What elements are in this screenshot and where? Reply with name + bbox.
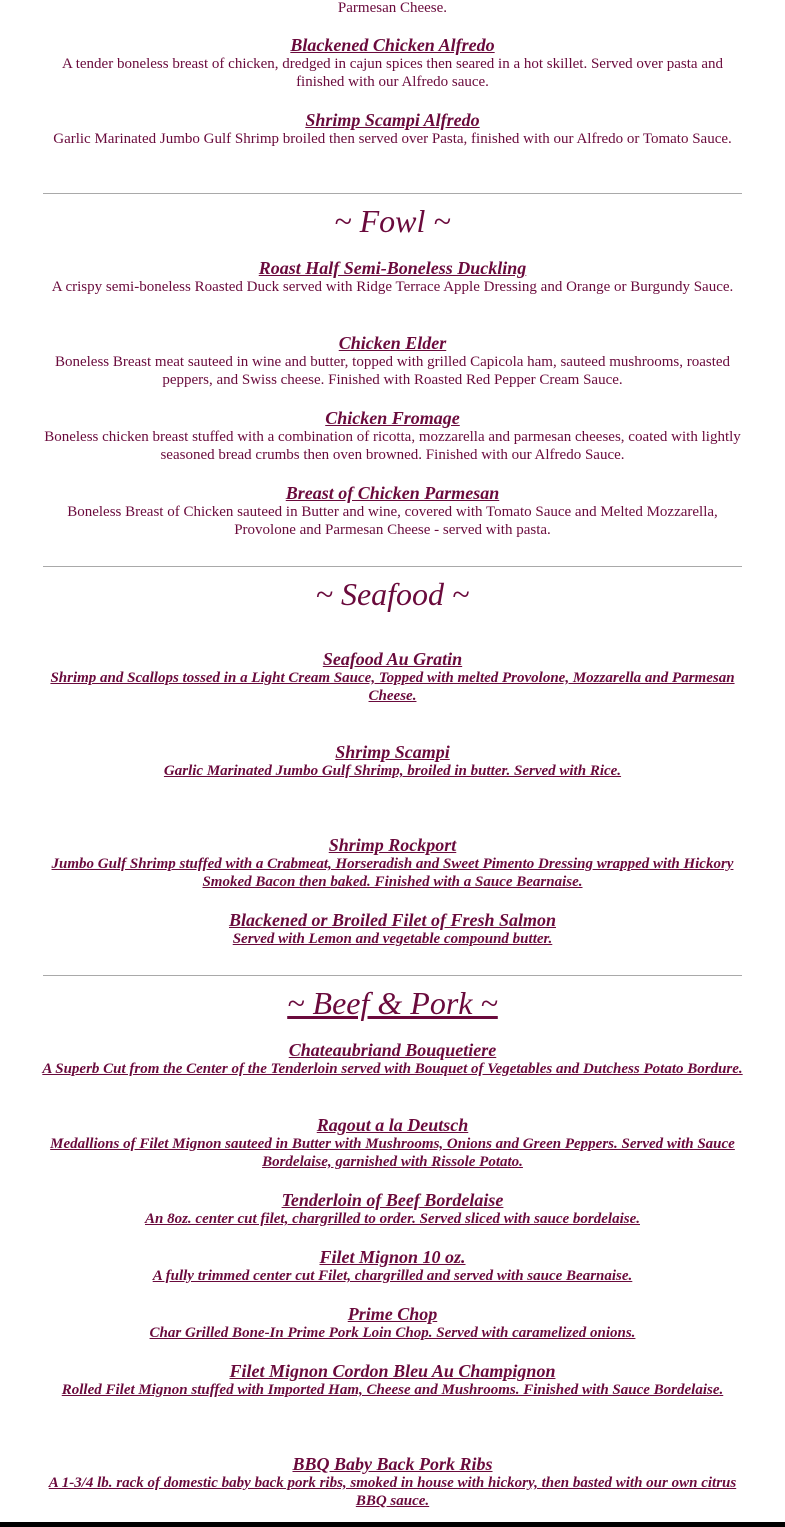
item-name: Filet Mignon Cordon Bleu Au Champignon: [229, 1361, 556, 1381]
item-description: Shrimp and Scallops tossed in a Light Cream Sauce, Topped with melted Provolone, Mozzarella and Parmesan Cheese.: [50, 670, 735, 704]
item-name: Chateaubriand Bouquetiere: [288, 1040, 497, 1060]
section-divider: [43, 566, 742, 567]
item-name: Shrimp Scampi Alfredo: [305, 110, 480, 130]
section-heading-beef-pork: [0, 985, 785, 1021]
bottom-border-bar: [0, 1522, 785, 1527]
section-heading-seafood: ~ Seafood ~: [315, 576, 470, 612]
item-name: Breast of Chicken Parmesan: [285, 483, 500, 503]
item-description: Medallions of Filet Mignon sauteed in Butter with Mushrooms, Onions and Green Peppers. Served with Sauce Bordelaise, garnished with Rissole Potato.: [50, 1136, 735, 1170]
section-divider: [43, 975, 742, 976]
item-name: Shrimp Scampi: [335, 742, 450, 762]
item-name: BBQ Baby Back Pork Ribs: [292, 1454, 493, 1474]
item-description: Garlic Marinated Jumbo Gulf Shrimp broiled then served over Pasta, finished with our Alfredo or Tomato Sauce.: [53, 131, 732, 147]
item-description: An 8oz. center cut filet, chargrilled to order. Served sliced with sauce bordelaise.: [145, 1211, 640, 1227]
menu-item: [40, 1247, 745, 1285]
menu-item: [40, 483, 745, 539]
item-description: Served with Lemon and vegetable compound butter.: [232, 931, 553, 947]
menu-item: [40, 1040, 745, 1078]
item-name: Blackened Chicken Alfredo: [290, 35, 495, 55]
item-description: A Superb Cut from the Center of the Tenderloin served with Bouquet of Vegetables and Dutchess Potato Bordure.: [42, 1061, 743, 1077]
menu-item: [40, 910, 745, 948]
menu-item: [40, 35, 745, 91]
item-name: Ragout a la Deutsch: [316, 1115, 469, 1135]
menu-item: [40, 1190, 745, 1228]
item-description: Jumbo Gulf Shrimp stuffed with a Crabmeat, Horseradish and Sweet Pimento Dressing wrapped with Hickory Smoked Bacon then baked. Finished with a Sauce Bearnaise.: [51, 856, 734, 890]
item-description: Garlic Marinated Jumbo Gulf Shrimp, broiled in butter. Served with Rice.: [163, 763, 622, 779]
item-name: Roast Half Semi-Boneless Duckling: [258, 258, 527, 278]
item-name: Seafood Au Gratin: [322, 649, 463, 669]
menu-item: [40, 1304, 745, 1342]
menu-item: [40, 333, 745, 389]
item-description: Boneless chicken breast stuffed with a combination of ricotta, mozzarella and parmesan cheeses, coated with lightly seasoned bread crumbs then oven browned. Finished with our Alfredo Sauce.: [44, 429, 741, 463]
item-name: Chicken Fromage: [325, 408, 460, 428]
item-name: Prime Chop: [347, 1304, 438, 1324]
menu-item: [40, 408, 745, 464]
item-name: Blackened or Broiled Filet of Fresh Salmon: [228, 910, 557, 930]
menu-item: [40, 1361, 745, 1399]
item-description: A tender boneless breast of chicken, dredged in cajun spices then seared in a hot skillet. Served over pasta and finished with our Alfredo sauce.: [61, 56, 724, 90]
menu-item: [40, 742, 745, 780]
item-description: A crispy semi-boneless Roasted Duck served with Ridge Terrace Apple Dressing and Orange or Burgundy Sauce.: [51, 279, 734, 295]
menu-item: [40, 1115, 745, 1171]
item-description: Boneless Breast of Chicken sauteed in Butter and wine, covered with Tomato Sauce and Melted Mozzarella, Provolone and Parmesan Cheese - served with pasta.: [67, 504, 718, 538]
menu-item: [40, 110, 745, 148]
item-name: Shrimp Rockport: [328, 835, 457, 855]
item-name: Chicken Elder: [338, 333, 447, 353]
item-description: A 1-3/4 lb. rack of domestic baby back pork ribs, smoked in house with hickory, then basted with our own citrus BBQ sauce.: [48, 1475, 737, 1509]
section-divider: [43, 193, 742, 194]
menu-item: [40, 649, 745, 705]
menu-item: [40, 835, 745, 891]
menu-item: [40, 258, 745, 296]
section-heading-text: ~ Beef & Pork ~: [287, 985, 498, 1021]
item-description: Char Grilled Bone-In Prime Pork Loin Chop. Served with caramelized onions.: [149, 1325, 636, 1341]
item-description: Rolled Filet Mignon stuffed with Imported Ham, Cheese and Mushrooms. Finished with Sauce Bordelaise.: [61, 1382, 724, 1398]
item-name: Tenderloin of Beef Bordelaise: [281, 1190, 504, 1210]
item-description: A fully trimmed center cut Filet, chargrilled and served with sauce Bearnaise.: [152, 1268, 633, 1284]
intro-fragment: Parmesan Cheese.: [337, 0, 448, 16]
item-name: Filet Mignon 10 oz.: [319, 1247, 466, 1267]
menu-item: [40, 1454, 745, 1510]
item-description: Boneless Breast meat sauteed in wine and butter, topped with grilled Capicola ham, sauteed mushrooms, roasted peppers, and Swiss cheese. Finished with Roasted Red Pepper Cream Sauce.: [54, 354, 731, 388]
section-heading-fowl: ~ Fowl ~: [334, 203, 451, 239]
